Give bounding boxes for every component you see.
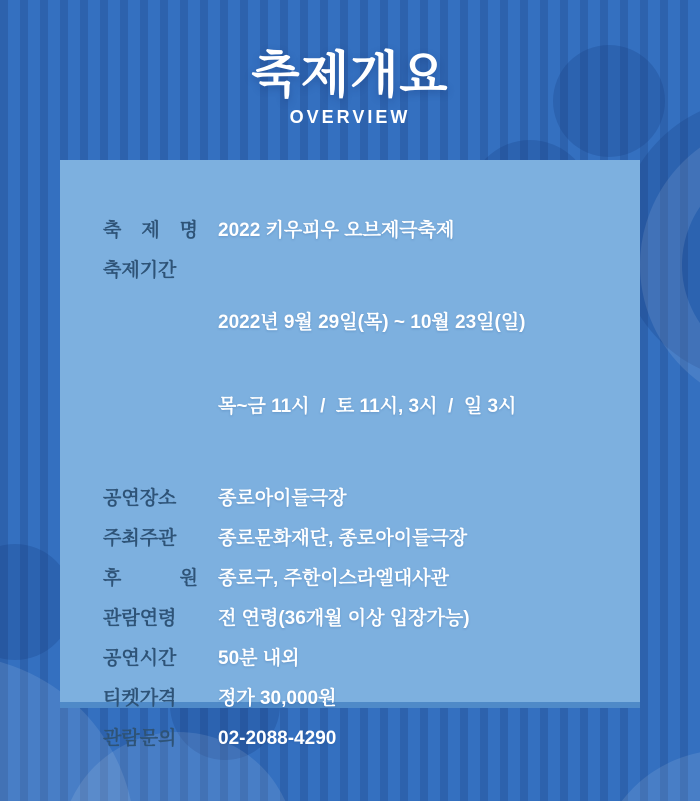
info-label: 공연장소 (103, 488, 177, 509)
page-title: 축제개요 (251, 47, 449, 103)
info-label: 주최주관 (103, 528, 177, 549)
info-row-age-limit (103, 606, 605, 632)
info-label: 공연시간 (103, 648, 177, 669)
info-value: 02-2088-4290 (218, 728, 337, 749)
info-row-running-time (103, 646, 605, 672)
info-value: 2022 키우피우 오브제극축제 (218, 220, 455, 241)
info-value: 종로구, 주한이스라엘대사관 (218, 568, 449, 589)
info-value: 전 연령(36개월 이상 입장가능) (218, 608, 470, 629)
info-label: 축 제 명 (103, 220, 198, 241)
info-row-ticket-price (103, 686, 605, 712)
info-label: 축제기간 (103, 260, 177, 281)
info-row-contact (103, 726, 605, 752)
info-value (218, 258, 605, 472)
info-row-festival-name (103, 218, 605, 244)
info-label: 티켓가격 (103, 688, 177, 709)
info-label: 후 원 (103, 568, 198, 589)
period-line-2: 목~금 11시 / 토 11시, 3시 / 일 3시 (218, 396, 517, 417)
info-row-venue (103, 486, 605, 512)
info-row-organizer (103, 526, 605, 552)
page-subtitle: OVERVIEW (289, 107, 411, 127)
page-header (0, 48, 700, 128)
info-row-festival-period (103, 258, 605, 472)
info-value: 정가 30,000원 (218, 688, 337, 709)
info-value: 종로아이들극장 (218, 488, 347, 509)
info-row-sponsor (103, 566, 605, 592)
info-value: 종로문화재단, 종로아이들극장 (218, 528, 468, 549)
decor-circle-light-bottom-right (595, 750, 700, 801)
info-value: 50분 내외 (218, 648, 300, 669)
period-line-1: 2022년 9월 29일(목) ~ 10월 23일(일) (218, 312, 526, 333)
festival-info-card (60, 160, 640, 749)
info-label: 관람연령 (103, 608, 177, 629)
info-label: 관람문의 (103, 728, 177, 749)
